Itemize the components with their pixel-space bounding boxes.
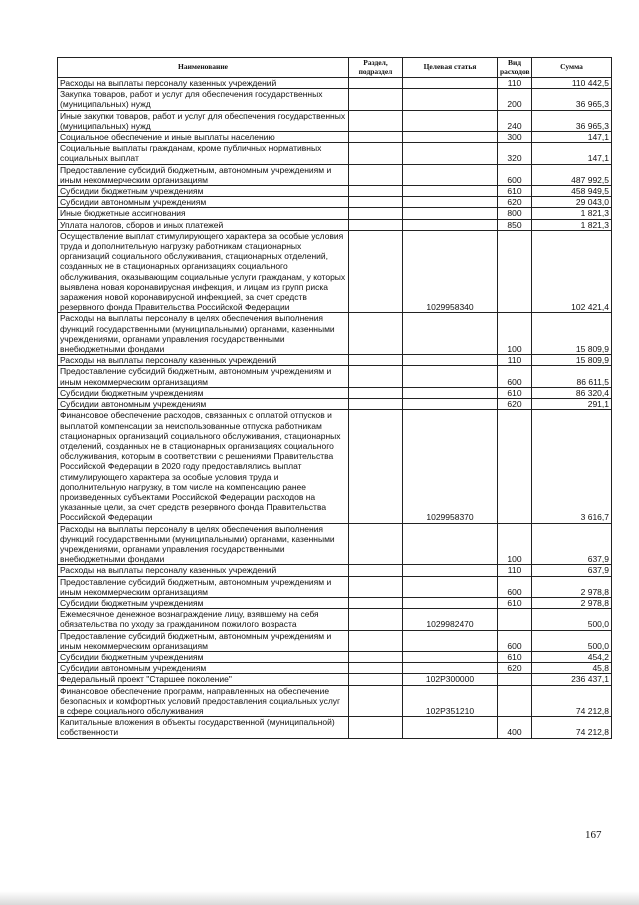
row-name: Субсидии автономным учреждениям bbox=[58, 663, 349, 674]
row-expense-type: 620 bbox=[498, 663, 532, 674]
row-sum: 102 421,4 bbox=[532, 230, 612, 313]
row-section bbox=[349, 366, 403, 387]
table-row bbox=[58, 186, 612, 197]
row-expense-type: 100 bbox=[498, 523, 532, 565]
page-number: 167 bbox=[585, 829, 602, 841]
row-name: Расходы на выплаты персоналу в целях обеспечения выполнения функций государственными (муниципальными) органами, казенными учреждениями, органами управления государственными внебюджетными фондами bbox=[58, 313, 349, 355]
row-expense-type: 610 bbox=[498, 597, 532, 608]
table-row bbox=[58, 366, 612, 387]
table-row bbox=[58, 565, 612, 576]
row-section bbox=[349, 197, 403, 208]
row-section bbox=[349, 387, 403, 398]
row-expense-type: 610 bbox=[498, 186, 532, 197]
row-expense-type: 110 bbox=[498, 355, 532, 366]
row-sum: 15 809,9 bbox=[532, 313, 612, 355]
row-target-article bbox=[403, 399, 498, 410]
row-expense-type: 240 bbox=[498, 110, 532, 131]
table-row bbox=[58, 89, 612, 110]
row-section bbox=[349, 630, 403, 651]
row-sum: 458 949,5 bbox=[532, 186, 612, 197]
row-section bbox=[349, 685, 403, 717]
row-target-article: 1029958370 bbox=[403, 410, 498, 523]
row-name: Субсидии бюджетным учреждениям bbox=[58, 387, 349, 398]
table-row bbox=[58, 355, 612, 366]
row-sum: 637,9 bbox=[532, 523, 612, 565]
table-header-row bbox=[58, 58, 612, 78]
row-section bbox=[349, 143, 403, 164]
row-expense-type: 600 bbox=[498, 366, 532, 387]
row-expense-type: 600 bbox=[498, 164, 532, 185]
row-target-article: 1029958340 bbox=[403, 230, 498, 313]
row-name: Субсидии автономным учреждениям bbox=[58, 197, 349, 208]
header-expense-type: Вид расходов bbox=[498, 58, 532, 78]
row-expense-type: 400 bbox=[498, 717, 532, 738]
table-row bbox=[58, 399, 612, 410]
row-section bbox=[349, 663, 403, 674]
row-name: Иные бюджетные ассигнования bbox=[58, 208, 349, 219]
row-name: Осуществление выплат стимулирующего характера за особые условия труда и дополнительную нагрузку работникам стационарных организаций социального обслуживания, стационарных отделений, созданных не в стационарных организациях социального обслуживания, оказывающим социальные услуги гражданам, у которых выявлена новая коронавирусная инфекция, и лицам из групп риска заражения новой коронавирусной инфекцией, за счет средств резервного фонда Правительства Российской Федерации bbox=[58, 230, 349, 313]
page-bottom-edge bbox=[0, 891, 639, 905]
header-sum: Сумма bbox=[532, 58, 612, 78]
table-row bbox=[58, 523, 612, 565]
row-sum: 110 442,5 bbox=[532, 78, 612, 89]
row-sum: 15 809,9 bbox=[532, 355, 612, 366]
table-row bbox=[58, 651, 612, 662]
row-target-article bbox=[403, 576, 498, 597]
row-target-article bbox=[403, 186, 498, 197]
table-row bbox=[58, 143, 612, 164]
row-section bbox=[349, 565, 403, 576]
table-row bbox=[58, 387, 612, 398]
row-target-article bbox=[403, 208, 498, 219]
row-expense-type: 200 bbox=[498, 89, 532, 110]
row-sum: 45,8 bbox=[532, 663, 612, 674]
row-target-article bbox=[403, 78, 498, 89]
header-name: Наименование bbox=[58, 58, 349, 78]
row-target-article: 1029982470 bbox=[403, 609, 498, 630]
row-expense-type bbox=[498, 410, 532, 523]
row-sum: 2 978,8 bbox=[532, 576, 612, 597]
row-target-article bbox=[403, 89, 498, 110]
row-sum: 36 965,3 bbox=[532, 89, 612, 110]
row-expense-type: 610 bbox=[498, 387, 532, 398]
row-section bbox=[349, 219, 403, 230]
row-section bbox=[349, 78, 403, 89]
row-name: Субсидии бюджетным учреждениям bbox=[58, 597, 349, 608]
row-expense-type: 320 bbox=[498, 143, 532, 164]
row-name: Социальные выплаты гражданам, кроме публичных нормативных социальных выплат bbox=[58, 143, 349, 164]
row-section bbox=[349, 164, 403, 185]
table-row bbox=[58, 609, 612, 630]
row-expense-type bbox=[498, 609, 532, 630]
table-row bbox=[58, 576, 612, 597]
row-target-article: 102P300000 bbox=[403, 674, 498, 685]
row-sum: 86 611,5 bbox=[532, 366, 612, 387]
row-section bbox=[349, 132, 403, 143]
row-name: Субсидии бюджетным учреждениям bbox=[58, 186, 349, 197]
row-sum: 36 965,3 bbox=[532, 110, 612, 131]
table-row bbox=[58, 410, 612, 523]
row-section bbox=[349, 110, 403, 131]
table-row bbox=[58, 78, 612, 89]
row-expense-type bbox=[498, 674, 532, 685]
row-section bbox=[349, 410, 403, 523]
table-row bbox=[58, 663, 612, 674]
row-target-article bbox=[403, 313, 498, 355]
row-sum: 2 978,8 bbox=[532, 597, 612, 608]
table-body bbox=[58, 78, 612, 739]
row-target-article bbox=[403, 523, 498, 565]
table-row bbox=[58, 630, 612, 651]
row-sum: 500,0 bbox=[532, 630, 612, 651]
row-name: Финансовое обеспечение расходов, связанных с оплатой отпусков и выплатой компенсации за неиспользованные отпуска работникам стационарных организаций социального обслуживания, стационарных отделений, созданных не в стационарных организациях социального обслуживания, которым в соответствии с решениями Правительства Российской Федерации в 2020 году предоставлялись выплат стимулирующего характера за особые условия труда и дополнительную нагрузку, в том числе на компенсацию ранее произведенных субъектами Российской Федерации расходов на указанные цели, за счет средств резервного фонда Правительства Российской Федерации bbox=[58, 410, 349, 523]
header-target-article: Целевая статья bbox=[403, 58, 498, 78]
table-row bbox=[58, 685, 612, 717]
row-name: Финансовое обеспечение программ, направленных на обеспечение безопасных и комфортных условий предоставления социальных услуг в сфере социального обслуживания bbox=[58, 685, 349, 717]
row-target-article bbox=[403, 717, 498, 738]
row-expense-type: 100 bbox=[498, 313, 532, 355]
row-expense-type: 620 bbox=[498, 197, 532, 208]
row-sum: 454,2 bbox=[532, 651, 612, 662]
row-name: Расходы на выплаты персоналу казенных учреждений bbox=[58, 565, 349, 576]
row-target-article bbox=[403, 366, 498, 387]
row-sum: 1 821,3 bbox=[532, 208, 612, 219]
row-target-article bbox=[403, 630, 498, 651]
row-name: Предоставление субсидий бюджетным, автономным учреждениям и иным некоммерческим организациям bbox=[58, 576, 349, 597]
row-target-article bbox=[403, 565, 498, 576]
table-row bbox=[58, 313, 612, 355]
row-sum: 487 992,5 bbox=[532, 164, 612, 185]
row-target-article bbox=[403, 219, 498, 230]
row-sum: 147,1 bbox=[532, 132, 612, 143]
table-row bbox=[58, 197, 612, 208]
row-expense-type: 610 bbox=[498, 651, 532, 662]
row-sum: 236 437,1 bbox=[532, 674, 612, 685]
row-section bbox=[349, 651, 403, 662]
row-expense-type: 800 bbox=[498, 208, 532, 219]
table-row bbox=[58, 230, 612, 313]
row-target-article bbox=[403, 110, 498, 131]
row-section bbox=[349, 355, 403, 366]
row-section bbox=[349, 717, 403, 738]
table-row bbox=[58, 674, 612, 685]
row-section bbox=[349, 230, 403, 313]
table-row bbox=[58, 164, 612, 185]
row-sum: 147,1 bbox=[532, 143, 612, 164]
table-row bbox=[58, 219, 612, 230]
row-name: Социальное обеспечение и иные выплаты населению bbox=[58, 132, 349, 143]
row-target-article: 102P351210 bbox=[403, 685, 498, 717]
row-section bbox=[349, 186, 403, 197]
table-row bbox=[58, 717, 612, 738]
row-section bbox=[349, 523, 403, 565]
row-target-article bbox=[403, 663, 498, 674]
row-name: Федеральный проект "Старшее поколение" bbox=[58, 674, 349, 685]
row-name: Расходы на выплаты персоналу в целях обеспечения выполнения функций государственными (муниципальными) органами, казенными учреждениями, органами управления государственными внебюджетными фондами bbox=[58, 523, 349, 565]
row-sum: 291,1 bbox=[532, 399, 612, 410]
row-expense-type bbox=[498, 685, 532, 717]
row-sum: 74 212,8 bbox=[532, 685, 612, 717]
row-section bbox=[349, 609, 403, 630]
row-target-article bbox=[403, 197, 498, 208]
row-sum: 637,9 bbox=[532, 565, 612, 576]
row-name: Предоставление субсидий бюджетным, автономным учреждениям и иным некоммерческим организациям bbox=[58, 366, 349, 387]
row-section bbox=[349, 674, 403, 685]
row-name: Расходы на выплаты персоналу казенных учреждений bbox=[58, 355, 349, 366]
row-section bbox=[349, 89, 403, 110]
row-expense-type bbox=[498, 230, 532, 313]
row-name: Предоставление субсидий бюджетным, автономным учреждениям и иным некоммерческим организациям bbox=[58, 164, 349, 185]
row-name: Субсидии автономным учреждениям bbox=[58, 399, 349, 410]
row-sum: 1 821,3 bbox=[532, 219, 612, 230]
row-sum: 3 616,7 bbox=[532, 410, 612, 523]
row-name: Иные закупки товаров, работ и услуг для обеспечения государственных (муниципальных) нужд bbox=[58, 110, 349, 131]
row-name: Уплата налогов, сборов и иных платежей bbox=[58, 219, 349, 230]
row-target-article bbox=[403, 651, 498, 662]
row-sum: 29 043,0 bbox=[532, 197, 612, 208]
row-target-article bbox=[403, 355, 498, 366]
row-section bbox=[349, 313, 403, 355]
table-row bbox=[58, 208, 612, 219]
row-expense-type: 110 bbox=[498, 78, 532, 89]
row-sum: 74 212,8 bbox=[532, 717, 612, 738]
row-name: Субсидии бюджетным учреждениям bbox=[58, 651, 349, 662]
row-target-article bbox=[403, 387, 498, 398]
row-sum: 500,0 bbox=[532, 609, 612, 630]
row-expense-type: 300 bbox=[498, 132, 532, 143]
row-sum: 86 320,4 bbox=[532, 387, 612, 398]
header-section: Раздел, подраздел bbox=[349, 58, 403, 78]
row-expense-type: 600 bbox=[498, 576, 532, 597]
row-target-article bbox=[403, 597, 498, 608]
row-expense-type: 620 bbox=[498, 399, 532, 410]
row-target-article bbox=[403, 143, 498, 164]
row-name: Ежемесячное денежное вознаграждение лицу, взявшему на себя обязательства по уходу за гражданином пожилого возраста bbox=[58, 609, 349, 630]
table-row bbox=[58, 597, 612, 608]
row-expense-type: 850 bbox=[498, 219, 532, 230]
budget-table bbox=[57, 57, 612, 739]
row-target-article bbox=[403, 164, 498, 185]
row-name: Предоставление субсидий бюджетным, автономным учреждениям и иным некоммерческим организациям bbox=[58, 630, 349, 651]
row-name: Закупка товаров, работ и услуг для обеспечения государственных (муниципальных) нужд bbox=[58, 89, 349, 110]
table-row bbox=[58, 132, 612, 143]
row-expense-type: 600 bbox=[498, 630, 532, 651]
row-section bbox=[349, 208, 403, 219]
row-name: Капитальные вложения в объекты государственной (муниципальной) собственности bbox=[58, 717, 349, 738]
row-name: Расходы на выплаты персоналу казенных учреждений bbox=[58, 78, 349, 89]
row-expense-type: 110 bbox=[498, 565, 532, 576]
row-section bbox=[349, 576, 403, 597]
row-section bbox=[349, 399, 403, 410]
row-section bbox=[349, 597, 403, 608]
table-row bbox=[58, 110, 612, 131]
row-target-article bbox=[403, 132, 498, 143]
